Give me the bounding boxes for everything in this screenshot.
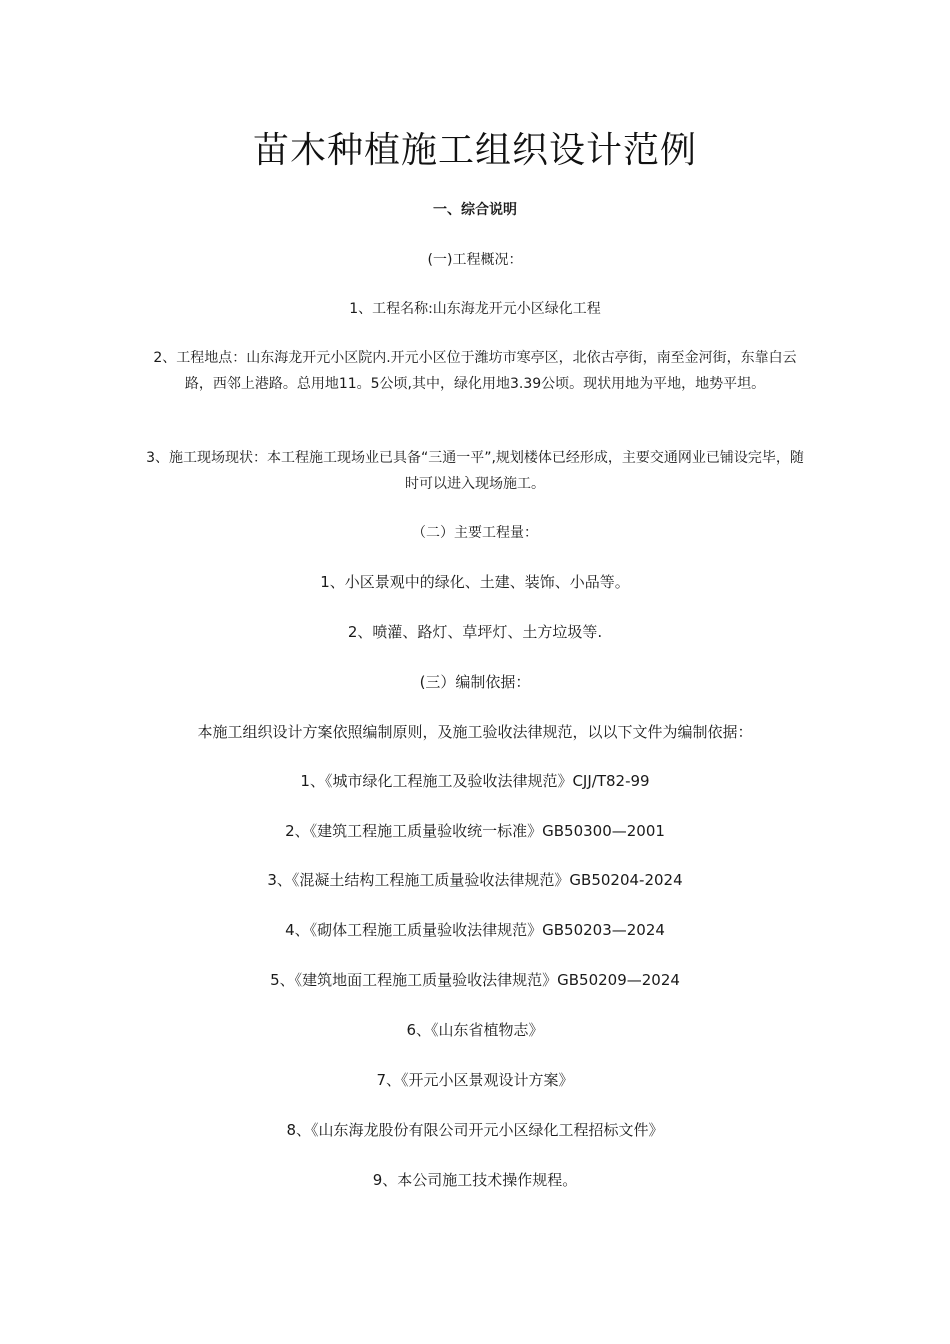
basis-list-item: 6、《山东省植物志》 bbox=[406, 1021, 544, 1039]
basis-intro: 本施工组织设计方案依照编制原则，及施工验收法律规范，以以下文件为编制依据： bbox=[197, 723, 753, 741]
quantities-item-2: 2、喷灌、路灯、草坪灯、土方垃圾等. bbox=[347, 623, 603, 641]
quantities-heading: （二）主要工程量： bbox=[412, 525, 538, 541]
basis-list-item: 2、《建筑工程施工质量验收统一标准》GB50300—2001 bbox=[285, 822, 665, 840]
overview-item-site-status: 3、施工现场现状：本工程施工现场业已具备“三通一平”,规划楼体已经形成，主要交通网业已铺设完毕，随时可以进入现场施工。 bbox=[146, 450, 804, 492]
basis-list-item: 1、《城市绿化工程施工及验收法律规范》CJJ/T82-99 bbox=[300, 772, 650, 790]
overview-item-location: 2、工程地点：山东海龙开元小区院内.开元小区位于潍坊市寒亭区，北依古亭街，南至金河街，东靠白云路，西邻上港路。总用地11。5公顷,其中，绿化用地3.39公顷。现状用地为平地，地势平坦。 bbox=[153, 350, 797, 392]
basis-heading: (三）编制依据： bbox=[419, 673, 531, 691]
basis-list-item: 4、《砌体工程施工质量验收法律规范》GB50203—2024 bbox=[285, 921, 665, 939]
document-title: 苗木种植施工组织设计范例 bbox=[252, 130, 697, 171]
basis-list-item: 5、《建筑地面工程施工质量验收法律规范》GB50209—2024 bbox=[270, 971, 680, 989]
section-heading: 一、综合说明 bbox=[433, 202, 517, 218]
basis-list-item: 8、《山东海龙股份有限公司开元小区绿化工程招标文件》 bbox=[286, 1121, 664, 1139]
quantities-item-1: 1、小区景观中的绿化、土建、装饰、小品等。 bbox=[320, 573, 630, 591]
overview-heading: (一)工程概况： bbox=[427, 252, 523, 268]
basis-list-item: 3、《混凝土结构工程施工质量验收法律规范》GB50204-2024 bbox=[267, 871, 683, 889]
basis-list-item: 9、本公司施工技术操作规程。 bbox=[372, 1171, 578, 1189]
overview-item-project-name: 1、工程名称:山东海龙开元小区绿化工程 bbox=[349, 301, 601, 317]
basis-list-item: 7、《开元小区景观设计方案》 bbox=[376, 1071, 574, 1089]
